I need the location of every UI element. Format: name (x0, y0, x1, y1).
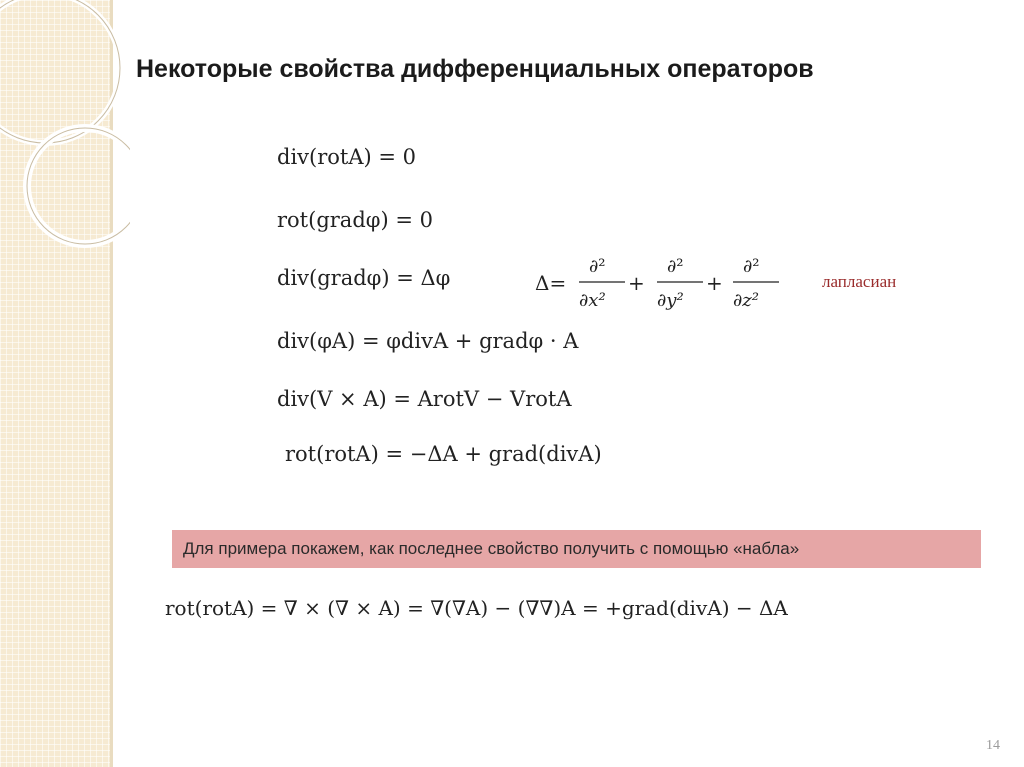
page-number: 14 (986, 738, 1000, 753)
equation-nabla-derivation (165, 596, 788, 620)
equation-text: div(φA) = φdivA + gradφ · A (277, 329, 579, 353)
plus-sign: + (628, 271, 645, 295)
laplacian-numerator-y: ∂² (667, 256, 684, 277)
laplacian-denominator-x: ∂x² (579, 290, 606, 311)
equation-div-rot (277, 145, 416, 169)
equation-rot-grad (277, 208, 433, 232)
decorative-circles (0, 0, 130, 260)
slide-title: Некоторые свойства дифференциальных операторов (136, 55, 814, 83)
laplacian-label: лапласиан (822, 272, 897, 291)
laplacian-denominator-z: ∂z² (733, 290, 760, 311)
equation-div-cross (277, 387, 571, 411)
laplacian-formula (535, 250, 795, 314)
laplacian-numerator-z: ∂² (743, 256, 760, 277)
equation-div-phi-a (277, 329, 578, 353)
equation-text: rot(gradφ) = 0 (277, 208, 433, 232)
plus-sign: + (706, 271, 723, 295)
laplacian-numerator-x: ∂² (589, 256, 606, 277)
note-box (172, 530, 981, 568)
equation-text: rot(rotA) = −ΔA + grad(divA) (285, 442, 602, 466)
laplacian-lhs: Δ= (535, 271, 567, 295)
equation-text: div(V × A) = ArotV − VrotA (277, 387, 572, 411)
note-text: Для примера покажем, как последнее свойство получить с помощью «набла» (183, 539, 800, 558)
equation-text: rot(rotA) = ∇ × (∇ × A) = ∇(∇A) − (∇∇)A = +grad(divA) − ΔA (165, 596, 788, 620)
equation-text: div(rotA) = 0 (277, 145, 417, 169)
equation-div-grad (277, 266, 450, 290)
laplacian-denominator-y: ∂y² (657, 290, 684, 311)
equation-text: div(gradφ) = Δφ (277, 266, 451, 290)
equation-rot-rot (285, 442, 602, 466)
